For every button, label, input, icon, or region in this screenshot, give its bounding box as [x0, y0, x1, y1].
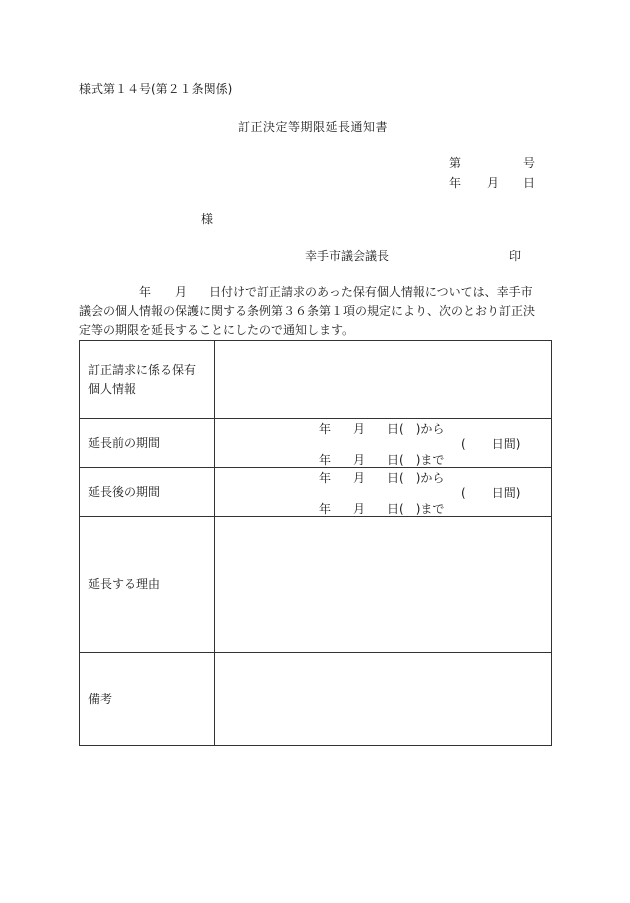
value-extension-reason[interactable]	[215, 517, 552, 653]
label-remarks: 備考	[80, 653, 215, 746]
notice-table	[79, 340, 552, 746]
label-period-after: 延長後の期間	[80, 468, 215, 517]
value-period-after[interactable]	[215, 468, 552, 517]
value-personal-info[interactable]	[215, 341, 552, 419]
issue-date	[449, 177, 535, 189]
table-row	[80, 468, 552, 517]
period-before-days: ( 日間)	[461, 437, 521, 451]
document-title: 訂正決定等期限延長通知書	[238, 120, 389, 134]
date-day: 日	[523, 176, 536, 190]
label-period-before: 延長前の期間	[80, 419, 215, 468]
table-row	[80, 419, 552, 468]
body-line-3: 定等の期限を延長することにしたので通知します。	[79, 323, 355, 337]
doc-number-suffix: 号	[523, 156, 536, 170]
label-personal-info	[80, 341, 215, 419]
date-year: 年	[449, 176, 462, 190]
doc-number-prefix: 第	[449, 156, 462, 170]
table-row	[80, 653, 552, 746]
seal-mark: 印	[509, 249, 522, 263]
table-row	[80, 341, 552, 419]
body-line-2: 議会の個人情報の保護に関する条例第３６条第１項の規定により、次のとおり訂正決	[79, 304, 536, 318]
period-after-until: 年 月 日( )まで	[319, 502, 445, 516]
date-month: 月	[487, 176, 500, 190]
form-number: 様式第１４号(第２１条関係)	[79, 82, 233, 96]
body-line-1	[79, 283, 559, 302]
notice-body	[79, 283, 559, 340]
label-personal-info-line1: 訂正請求に係る保有	[88, 362, 197, 377]
table-row	[80, 517, 552, 653]
period-after-from: 年 月 日( )から	[319, 471, 445, 485]
body-month: 月	[175, 285, 188, 299]
period-before-until: 年 月 日( )まで	[319, 453, 445, 467]
recipient-suffix: 様	[201, 212, 214, 226]
label-personal-info-line2: 個人情報	[88, 381, 137, 396]
issuer-name: 幸手市議会議長	[305, 249, 390, 263]
body-line-1-text: 日付けで訂正請求のあった保有個人情報については、幸手市	[209, 285, 533, 299]
period-after-days: ( 日間)	[461, 486, 521, 500]
period-before-from: 年 月 日( )から	[319, 422, 445, 436]
value-remarks[interactable]	[215, 653, 552, 746]
body-year: 年	[139, 285, 152, 299]
value-period-before[interactable]	[215, 419, 552, 468]
label-extension-reason: 延長する理由	[80, 517, 215, 653]
